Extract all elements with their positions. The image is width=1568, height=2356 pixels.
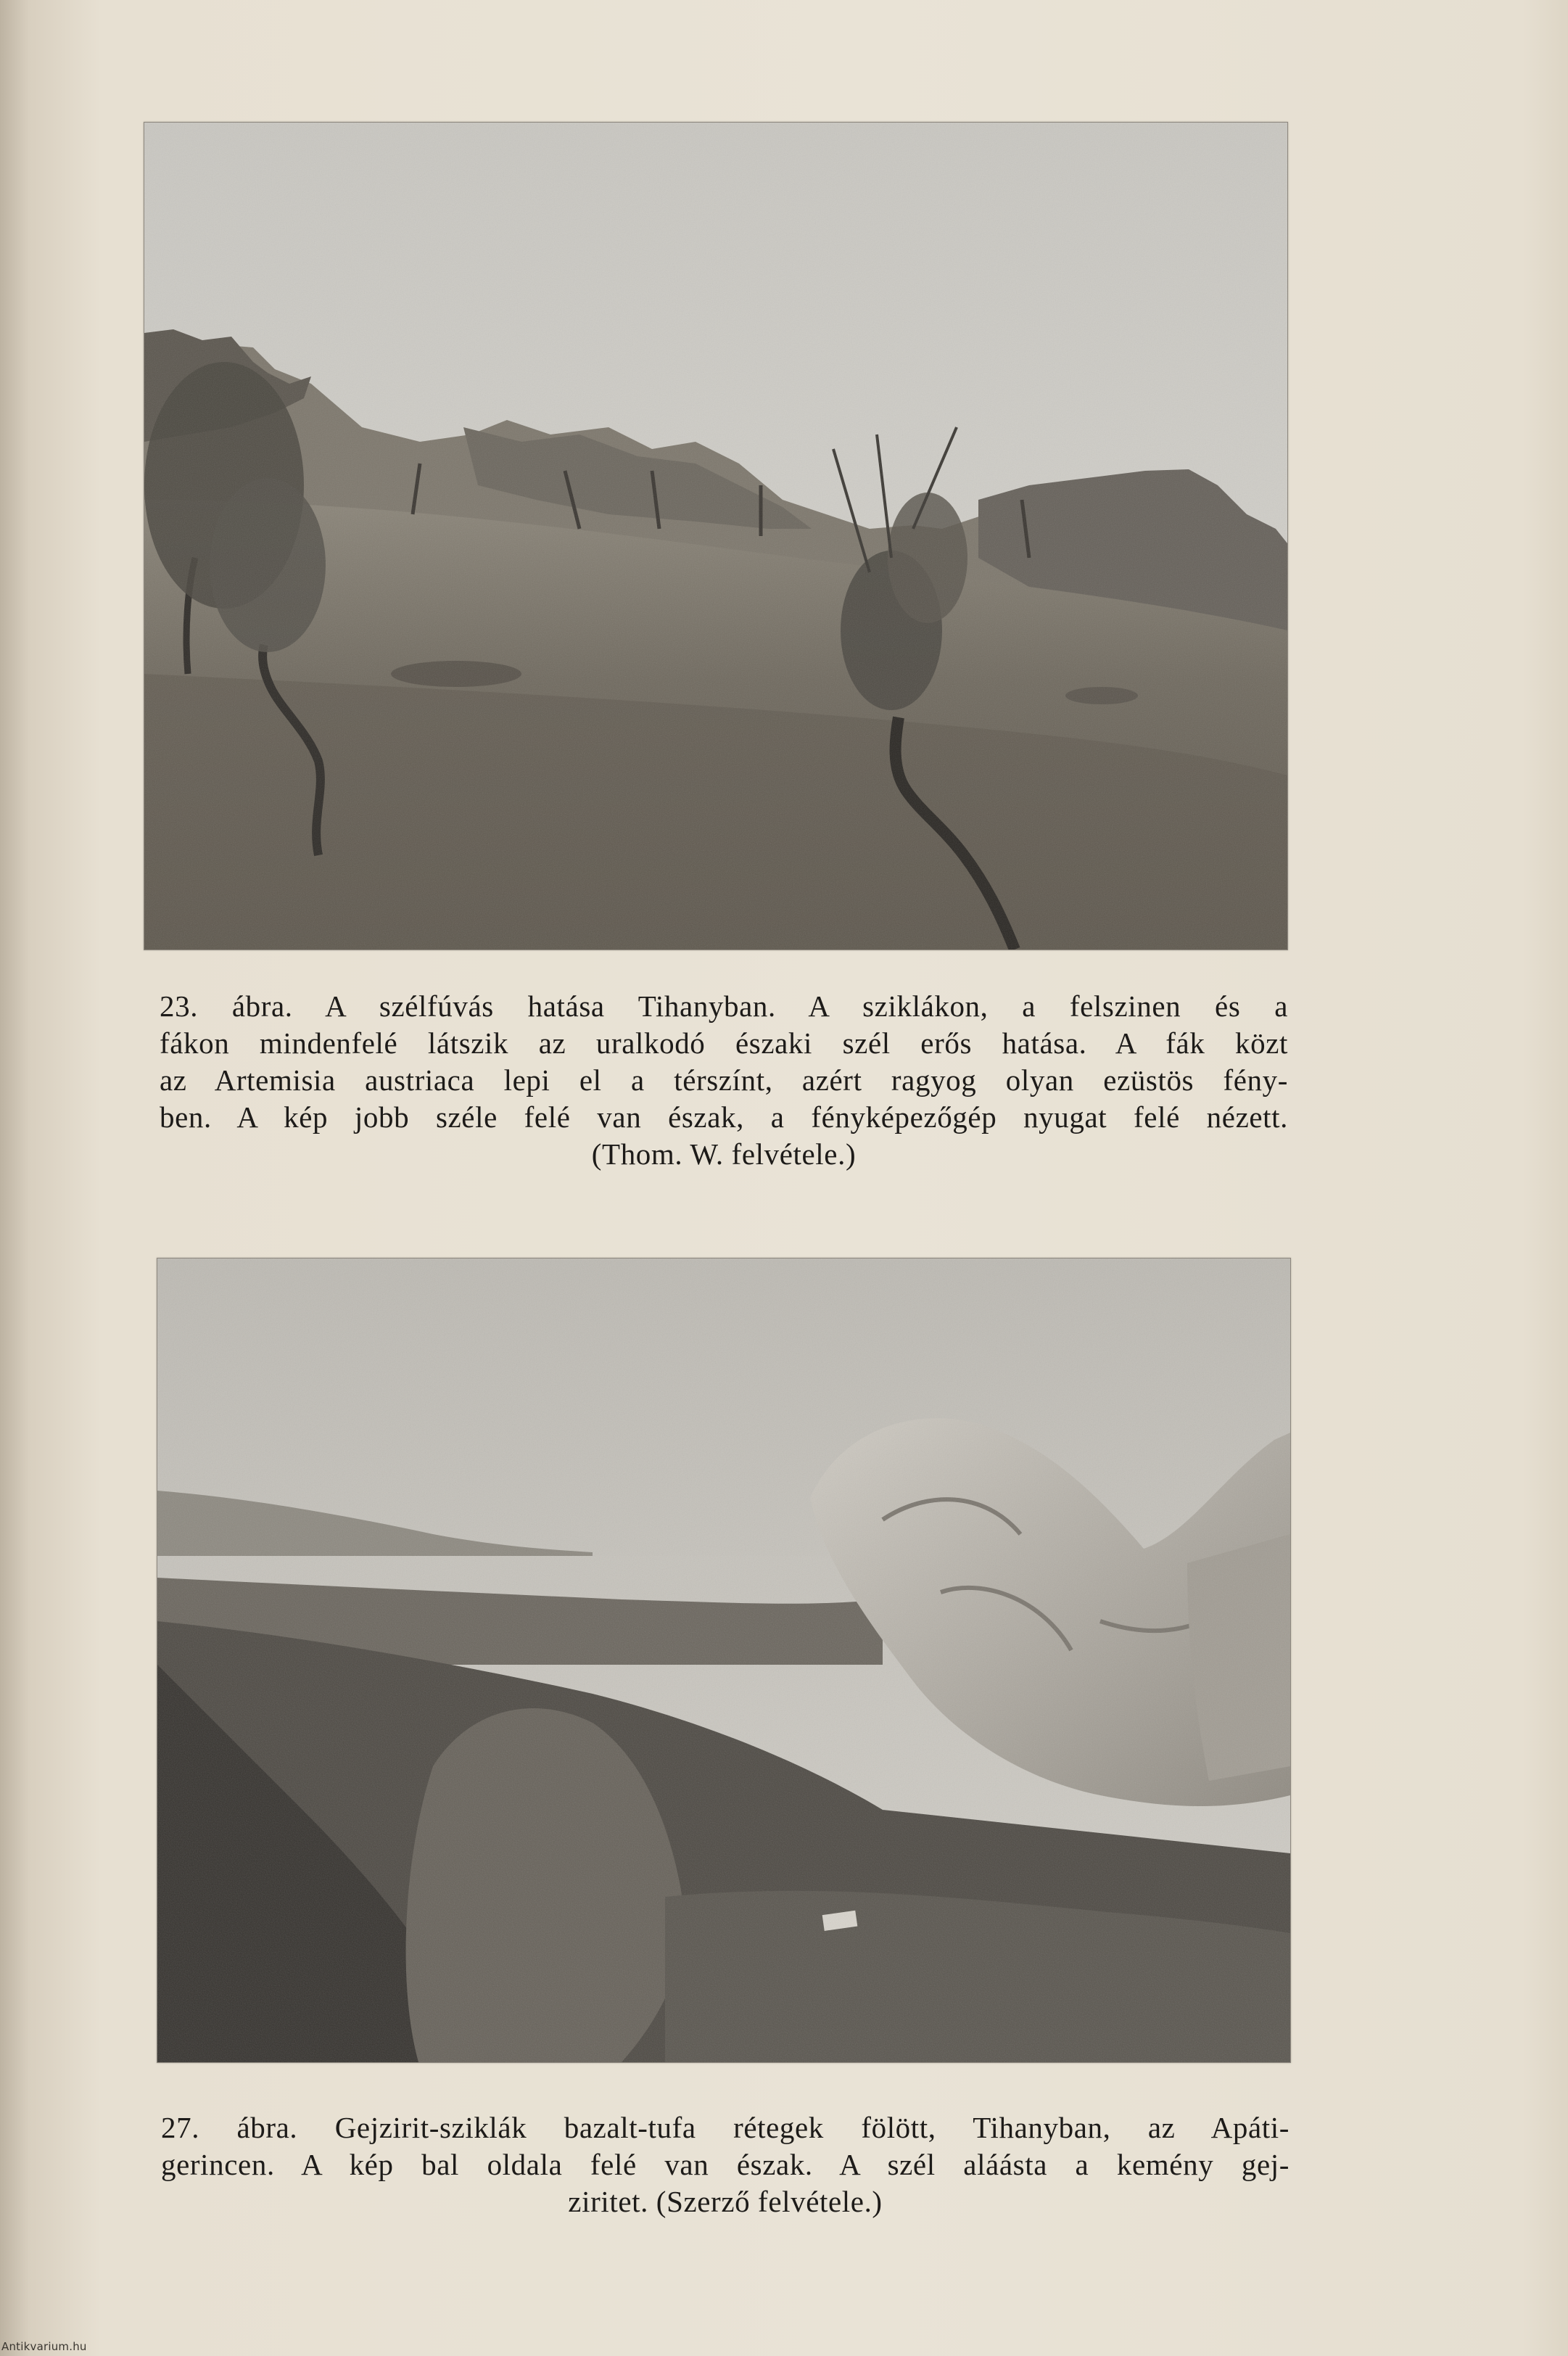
figure-23-photo xyxy=(144,122,1288,950)
caption-line: gerincen. A kép bal oldala felé van észak. A szél aláásta a kemény gej- xyxy=(161,2148,1290,2181)
caption-line: az Artemisia austriaca lepi el a térszínt, azért ragyog olyan ezüstös fény- xyxy=(160,1063,1288,1097)
caption-credit: ziritet. (Szerző felvétele.) xyxy=(568,2185,883,2218)
caption-line: 27. ábra. Gejzirit-sziklák bazalt-tufa rétegek fölött, Tihanyban, az Apáti- xyxy=(161,2111,1290,2144)
caption-line: fákon mindenfelé látszik az uralkodó északi szél erős hatása. A fák közt xyxy=(160,1026,1288,1060)
figure-27-caption xyxy=(161,2109,1290,2220)
figure-27-photo xyxy=(157,1258,1291,2063)
geyserite-rocks-photo xyxy=(157,1259,1290,2062)
caption-line: 23. ábra. A szélfúvás hatása Tihanyban. A sziklákon, a felszinen és a xyxy=(160,989,1288,1023)
wind-hillside-photo xyxy=(144,123,1287,950)
source-watermark: Antikvarium.hu xyxy=(1,2340,87,2353)
caption-line: ben. A kép jobb széle felé van észak, a fényképezőgép nyugat felé nézett. xyxy=(160,1100,1288,1134)
figure-23-caption xyxy=(160,988,1288,1173)
caption-credit: (Thom. W. felvétele.) xyxy=(591,1137,857,1171)
